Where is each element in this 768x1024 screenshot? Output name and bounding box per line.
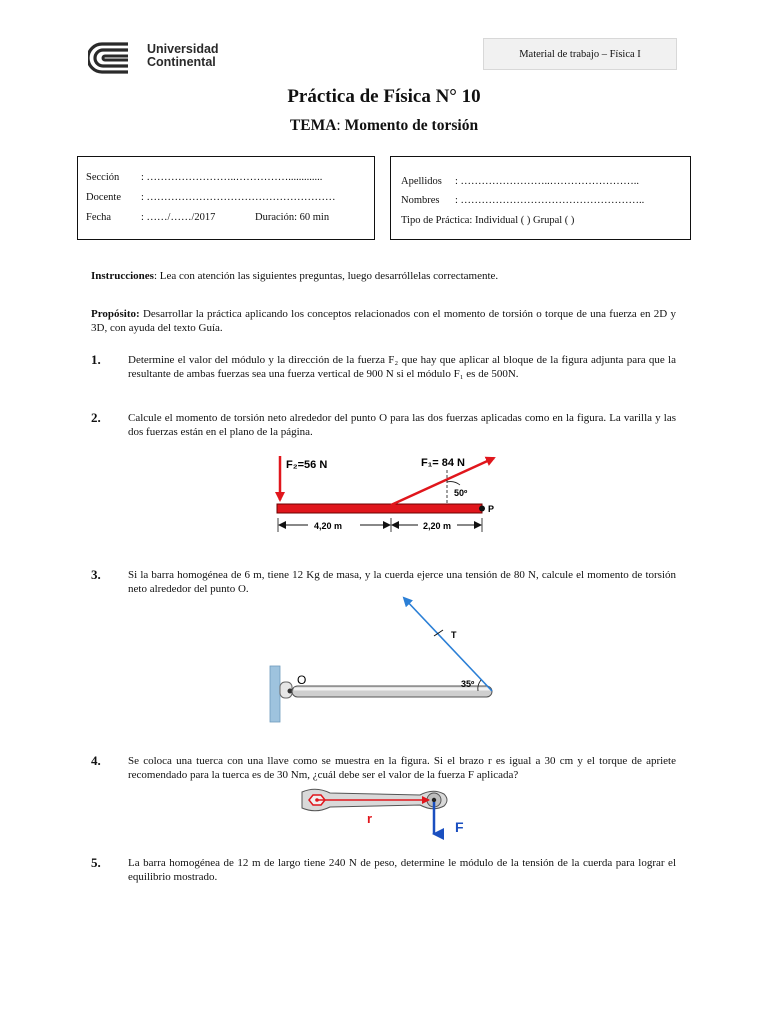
tipo-practica[interactable]: Tipo de Práctica: Individual ( ) Grupal ( ) xyxy=(401,215,575,226)
question-1-text: Determine el valor del módulo y la dirección de la fuerza F₂ que hay que aplicar al bloque de la figura adjunta para que la resultante de ambas fuerzas sea una fuerza vertical de 900 N si el módulo F₁ es de 500N. xyxy=(128,354,676,380)
wrench-figure xyxy=(298,784,476,842)
angle-35-label: 35º xyxy=(461,679,475,689)
question-3-number: 3. xyxy=(91,567,101,582)
question-2-number: 2. xyxy=(91,410,101,425)
question-3-text: Si la barra homogénea de 6 m, tiene 12 Kg de masa, y la cuerda ejerce una tensión de 80 N, calcule el momento de torsión neto alrededor del punto O. xyxy=(128,569,676,595)
nombres-field[interactable]: : …………………………………………….. xyxy=(455,195,645,206)
wall xyxy=(270,666,280,722)
page-subtitle xyxy=(0,117,768,135)
apellidos-label: Apellidos xyxy=(401,176,442,187)
tema-label: TEMA xyxy=(289,117,337,134)
university-logo-icon xyxy=(88,40,144,76)
rope-bar-figure xyxy=(268,592,500,724)
r-label: r xyxy=(367,811,373,826)
university-name-line2: Continental xyxy=(147,55,216,69)
docente-label: Docente xyxy=(86,192,121,203)
distance-2-label: 2,20 m xyxy=(423,521,452,531)
tension-label: T xyxy=(451,630,457,640)
tema-value: Momento de torsión xyxy=(344,117,479,134)
purpose-text: Desarrollar la práctica aplicando los conceptos relacionados con el momento de torsión o torque de una fuerza en 2D y 3D, con ayuda del texto Guía. xyxy=(91,308,676,334)
tema-separator: : xyxy=(336,117,341,134)
question-1-number: 1. xyxy=(91,352,101,367)
question-2-text: Calcule el momento de torsión neto alrededor del punto O para las dos fuerzas aplicadas como en la figura. La varilla y las dos fuerzas están en el plano de la página. xyxy=(128,412,676,438)
angle-50-label: 50º xyxy=(454,488,468,498)
nombres-label: Nombres xyxy=(401,195,440,206)
point-o-label: O xyxy=(297,673,307,687)
distance-1-label: 4,20 m xyxy=(314,521,343,531)
point-p-dot xyxy=(479,506,485,512)
point-p-label: P xyxy=(488,504,495,514)
fecha-label: Fecha xyxy=(86,212,112,223)
duracion-text: Duración: 60 min xyxy=(255,212,330,223)
instructions-label: Instrucciones xyxy=(91,270,154,282)
f1-label: F₁= 84 N xyxy=(421,457,465,469)
seccion-label: Sección xyxy=(86,172,120,183)
angle-arc xyxy=(447,482,460,485)
fecha-field[interactable]: : ……/……/2017 xyxy=(141,212,216,223)
student-name-box xyxy=(390,156,691,240)
question-5-text: La barra homogénea de 12 m de largo tiene 240 N de peso, determine le módulo de la tensión de la cuerda para lograr el equilibrio mostrado. xyxy=(128,857,676,883)
purpose xyxy=(91,308,676,335)
torque-bar-figure xyxy=(268,448,498,540)
f2-label: F₂=56 N xyxy=(286,459,328,471)
purpose-label: Propósito: xyxy=(91,308,140,320)
page-title: Práctica de Física N° 10 xyxy=(287,86,481,107)
material-label xyxy=(483,38,677,70)
student-info-box xyxy=(77,156,375,240)
question-4-text: Se coloca una tuerca con una llave como se muestra en la figura. Si el brazo r es igual a 30 cm y el torque de apriete recomendado para la tuerca es de 30 Nm, ¿cuál debe ser el valor de la fuerza F aplicada? xyxy=(128,755,676,781)
docente-field[interactable]: : ……………………………………………… xyxy=(141,192,336,203)
material-text: Material de trabajo – Física I xyxy=(519,48,641,60)
apellidos-field[interactable]: : ……………………..…………………….. xyxy=(455,176,640,187)
instructions xyxy=(91,270,676,284)
instructions-text: : Lea con atención las siguientes preguntas, luego desarróllelas correctamente. xyxy=(153,270,499,282)
university-name-line1: Universidad xyxy=(147,42,219,56)
rope-tension-arrow xyxy=(404,598,492,691)
seccion-field[interactable]: : ……………………..……………............. xyxy=(141,172,323,183)
question-4-number: 4. xyxy=(91,753,101,768)
question-5-number: 5. xyxy=(91,855,101,870)
force-f-label: F xyxy=(455,819,464,835)
university-name xyxy=(147,43,219,69)
red-bar xyxy=(277,504,482,513)
